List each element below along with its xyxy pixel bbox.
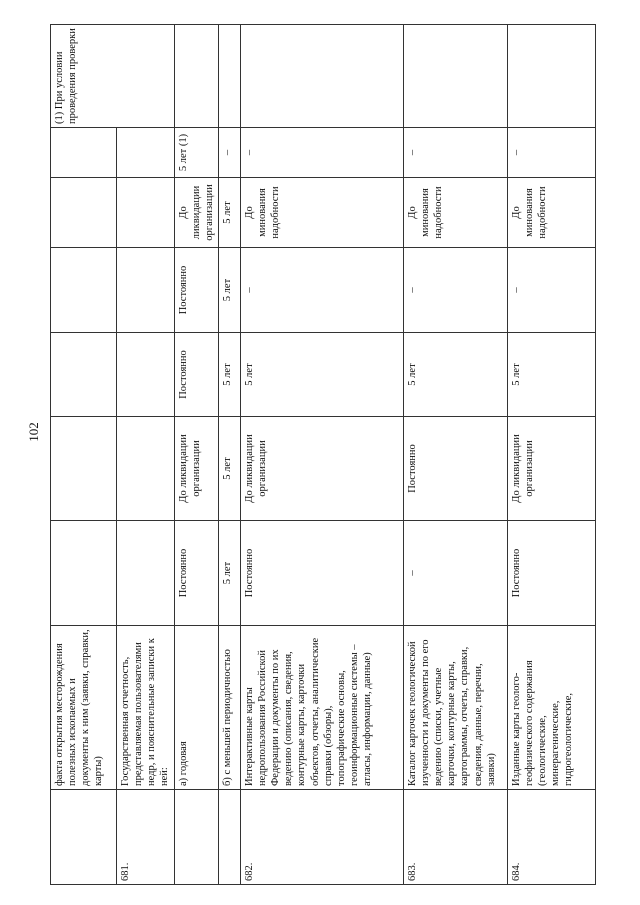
table-cell: –: [240, 128, 403, 178]
row-number: [51, 790, 117, 885]
table-cell: До ликвидации организации: [174, 417, 218, 521]
row-number: [218, 790, 240, 885]
table-cell: Постоянно: [174, 521, 218, 626]
table-cell: [51, 248, 117, 333]
table-cell: Постоянно: [174, 248, 218, 333]
table-cell: [117, 248, 175, 333]
table-cell: 5 лет: [218, 178, 240, 248]
page-number: 102: [26, 422, 41, 442]
note-cell: [218, 25, 240, 128]
table-cell: [117, 333, 175, 417]
row-description: Интерактивные карты недропользования Российской Федерации и документы по их ведению (описания, сведения, контурные карты, карточки объектов, отчеты, аналитические справки (обзоры), топографические основы, геоинформационные системы – атласы, информации, данные): [240, 626, 403, 790]
note-cell: [507, 25, 595, 128]
table-cell: [51, 333, 117, 417]
note-cell: (1) При условии проведения проверки: [51, 25, 175, 128]
row-number: 682.: [240, 790, 403, 885]
row-number: 683.: [403, 790, 507, 885]
table-cell: [51, 521, 117, 626]
table-cell: [51, 128, 117, 178]
table-cell: –: [403, 128, 507, 178]
row-description: Каталог карточек геологической изученности и документы по его ведению (списки, учетные карточки, контурные карты, картограммы, отчеты, справки, сведения, данные, перечни, заявки): [403, 626, 507, 790]
table-cell: –: [218, 128, 240, 178]
note-cell: [240, 25, 403, 128]
table-cell: 5 лет: [218, 521, 240, 626]
table-cell: 5 лет: [218, 333, 240, 417]
table-row: [507, 25, 595, 885]
table-cell: Постоянно: [174, 333, 218, 417]
row-number: 684.: [507, 790, 595, 885]
table-cell: Постоянно: [403, 417, 507, 521]
row-description: Государственная отчетность, представляемая пользователями недр, и пояснительные записки к ней:: [117, 626, 175, 790]
row-description: а) годовая: [174, 626, 218, 790]
table-cell: [117, 128, 175, 178]
table-cell: До ликвидации организации: [507, 417, 595, 521]
table-row: [51, 25, 117, 885]
row-number: 681.: [117, 790, 175, 885]
note-cell: [174, 25, 218, 128]
table-cell: [51, 417, 117, 521]
table-row: [403, 25, 507, 885]
table-cell: До минования надобности: [403, 178, 507, 248]
table-cell: [51, 178, 117, 248]
table-cell: 5 лет: [240, 333, 403, 417]
table-cell: До ликвидации организации: [174, 178, 218, 248]
table-row: [218, 25, 240, 885]
table-cell: Постоянно: [240, 521, 403, 626]
table-cell: –: [507, 128, 595, 178]
table-row: [174, 25, 218, 885]
table-cell: 5 лет (1): [174, 128, 218, 178]
table-row: [117, 25, 175, 885]
table-cell: До минования надобности: [507, 178, 595, 248]
row-number: [174, 790, 218, 885]
table-cell: Постоянно: [507, 521, 595, 626]
table-cell: –: [403, 248, 507, 333]
table-cell: [117, 521, 175, 626]
row-description: факта открытия месторождения полезных ископаемых и документы к ним (заявки, справки, карты): [51, 626, 117, 790]
table-cell: До минования надобности: [240, 178, 403, 248]
row-description: б) с меньшей периодичностью: [218, 626, 240, 790]
table-row: [240, 25, 403, 885]
table-cell: 5 лет: [218, 248, 240, 333]
table-cell: 5 лет: [218, 417, 240, 521]
rotated-table-container: [50, 25, 610, 885]
table-cell: 5 лет: [507, 333, 595, 417]
table-cell: [117, 417, 175, 521]
table-cell: 5 лет: [403, 333, 507, 417]
table-cell: –: [240, 248, 403, 333]
table-cell: –: [507, 248, 595, 333]
note-cell: [403, 25, 507, 128]
table-cell: До ликвидации организации: [240, 417, 403, 521]
retention-table: [50, 24, 596, 885]
table-cell: –: [403, 521, 507, 626]
row-description: Изданные карты геолого-геофизического содержания (геологические, минерагенические, гидрогеологические,: [507, 626, 595, 790]
table-cell: [117, 178, 175, 248]
